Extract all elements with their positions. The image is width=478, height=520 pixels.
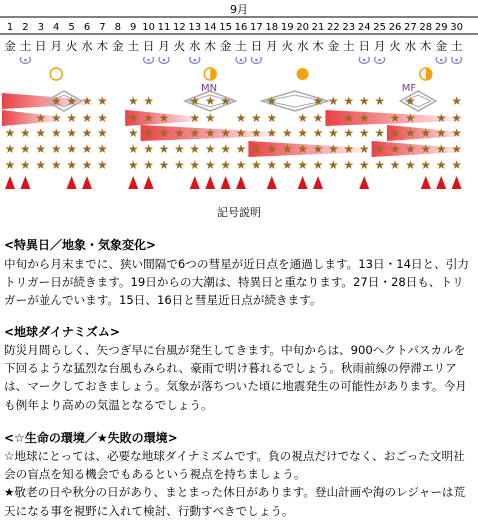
star-mark: ★ xyxy=(405,158,416,172)
day-number: 19 xyxy=(280,22,294,33)
trigger-triangle xyxy=(205,176,215,189)
star-mark: ★ xyxy=(81,142,93,156)
day-number: 16 xyxy=(234,22,248,33)
star-mark: ★ xyxy=(281,126,293,140)
star-mark: ★ xyxy=(174,158,185,172)
star-mark: ★ xyxy=(343,126,355,140)
weekday-label: 水 xyxy=(189,39,201,53)
weekday-label: 月 xyxy=(158,39,170,53)
star-mark: ★ xyxy=(235,142,247,156)
weekday-label: 木 xyxy=(312,39,324,53)
star-mark: ★ xyxy=(81,126,93,140)
star-mark: ★ xyxy=(343,142,355,156)
star-mark: ★ xyxy=(343,94,355,108)
star-mark: ★ xyxy=(328,126,339,140)
star-mark: ★ xyxy=(405,94,416,108)
weekday-label: 水 xyxy=(81,39,93,53)
section2-heading: <地球ダイナミズム> xyxy=(4,325,120,339)
month-label: 9月 xyxy=(230,3,248,16)
star-mark: ★ xyxy=(451,94,462,108)
day-number: 10 xyxy=(142,22,155,33)
weekday-label: 月 xyxy=(50,39,62,53)
weekday-label: 木 xyxy=(420,39,432,53)
star-mark: ★ xyxy=(66,111,77,125)
star-mark: ★ xyxy=(451,158,462,172)
weekday-label: 日 xyxy=(358,39,370,53)
star-mark: ★ xyxy=(220,94,231,108)
weekday-label: 木 xyxy=(204,39,216,53)
moon-phase-icon xyxy=(440,59,443,62)
star-mark: ★ xyxy=(435,111,447,125)
day-number: 17 xyxy=(250,22,263,33)
star-mark: ★ xyxy=(451,126,462,140)
star-mark: ★ xyxy=(204,158,216,172)
trigger-triangle xyxy=(144,176,154,189)
star-mark: ★ xyxy=(189,126,201,140)
section1-heading: <特異日／地象・気象変化> xyxy=(4,238,157,252)
star-mark: ★ xyxy=(81,94,93,108)
star-mark: ★ xyxy=(97,142,108,156)
weekday-label: 土 xyxy=(343,39,355,53)
star-mark: ★ xyxy=(297,142,308,156)
star-mark: ★ xyxy=(358,158,370,172)
star-mark: ★ xyxy=(358,94,370,108)
star-mark: ★ xyxy=(35,142,47,156)
star-mark: ★ xyxy=(158,158,170,172)
star-mark: ★ xyxy=(451,142,462,156)
trigger-triangle xyxy=(128,176,138,189)
weekday-label: 金 xyxy=(219,39,232,53)
star-mark: ★ xyxy=(312,94,324,108)
star-mark: ★ xyxy=(358,111,370,125)
day-number: 2 xyxy=(22,22,29,33)
section3-heading: <☆生命の環境／★失敗の環境> xyxy=(4,431,178,445)
trigger-triangle xyxy=(190,176,200,189)
star-mark: ★ xyxy=(312,158,324,172)
star-mark: ★ xyxy=(4,126,16,140)
star-mark: ★ xyxy=(35,158,47,172)
moon-phase-icon xyxy=(255,59,258,62)
weekday-label: 土 xyxy=(127,39,139,53)
streak-mark xyxy=(372,141,463,157)
star-mark: ★ xyxy=(66,94,77,108)
star-mark: ★ xyxy=(266,111,278,125)
section3-text-life: ☆地球にとっては、必要な地球ダイナミズムです。負の視点だけでなく、おごった文明社会の盲点を知る機会でもあるという視点を持ちましょう。 xyxy=(4,449,465,482)
weekday-label: 日 xyxy=(142,39,155,53)
star-mark: ★ xyxy=(389,111,401,125)
day-number: 27 xyxy=(404,22,417,33)
star-mark: ★ xyxy=(189,94,201,108)
section2-text: 防災月間らしく、矢つぎ早に台風が発生してきます。中旬からは、900ヘクトパスカルを下回るような猛烈な台風もみられ、豪雨で明け暮れるでしょう。秋雨前線の停滞エリアは、マークしておきましょう。気象が落ちついた頃に地震発生の可能性があります。今月も例年より高めの気温となるでしょう。 xyxy=(4,343,467,412)
star-mark: ★ xyxy=(266,126,278,140)
day-number: 9 xyxy=(130,22,137,33)
star-mark: ★ xyxy=(204,111,216,125)
star-mark: ★ xyxy=(143,111,154,125)
moon-phase-icon xyxy=(240,59,243,62)
day-number: 21 xyxy=(311,22,325,33)
day-number: 18 xyxy=(265,22,279,33)
trigger-triangle xyxy=(221,176,231,189)
star-mark: ★ xyxy=(220,126,231,140)
trigger-triangle xyxy=(236,176,246,189)
star-mark: ★ xyxy=(50,158,62,172)
day-number: 22 xyxy=(327,22,340,33)
full-moon-icon xyxy=(50,68,62,80)
weekday-label: 月 xyxy=(266,39,278,53)
star-mark: ★ xyxy=(204,126,216,140)
star-mark: ★ xyxy=(235,126,247,140)
trigger-triangle xyxy=(421,176,431,189)
star-mark: ★ xyxy=(297,158,308,172)
star-mark: ★ xyxy=(312,126,324,140)
star-mark: ★ xyxy=(435,158,447,172)
star-mark: ★ xyxy=(4,142,16,156)
star-mark: ★ xyxy=(251,111,262,125)
star-mark: ★ xyxy=(328,94,339,108)
star-mark: ★ xyxy=(435,142,447,156)
star-mark: ★ xyxy=(20,142,31,156)
day-number: 3 xyxy=(37,22,44,33)
star-mark: ★ xyxy=(343,158,355,172)
day-number: 29 xyxy=(434,22,448,33)
star-mark: ★ xyxy=(281,142,293,156)
star-mark: ★ xyxy=(158,142,170,156)
trigger-triangle xyxy=(67,176,77,189)
legend-title: 記号説明 xyxy=(217,206,261,219)
star-mark: ★ xyxy=(389,126,401,140)
star-mark: ★ xyxy=(81,111,93,125)
star-mark: ★ xyxy=(50,111,62,125)
weekday-label: 土 xyxy=(235,39,247,53)
day-number: 20 xyxy=(296,22,309,33)
star-mark: ★ xyxy=(189,158,201,172)
star-mark: ★ xyxy=(97,111,108,125)
trigger-triangle xyxy=(313,176,323,189)
star-mark: ★ xyxy=(220,142,231,156)
moon-phase-icon xyxy=(24,59,27,62)
star-mark: ★ xyxy=(204,142,216,156)
section3-text-failure: ★敬老の日や秋分の日があり、まとまった休日があります。登山計画や海のレジャーは荒天になる事を視野に入れて検討、行動すべきでしょう。 xyxy=(4,485,466,518)
star-mark: ★ xyxy=(4,158,16,172)
calendar-chart xyxy=(0,0,478,198)
weekday-label: 火 xyxy=(173,39,186,53)
day-number: 1 xyxy=(6,22,14,33)
star-mark: ★ xyxy=(405,142,416,156)
star-mark: ★ xyxy=(143,158,154,172)
weekday-label: 木 xyxy=(96,39,109,53)
star-mark: ★ xyxy=(343,111,355,125)
star-mark: ★ xyxy=(174,142,185,156)
day-number: 8 xyxy=(114,22,121,33)
day-number: 24 xyxy=(357,22,371,33)
star-mark: ★ xyxy=(328,158,339,172)
star-mark: ★ xyxy=(297,111,308,125)
section3-text xyxy=(4,447,474,520)
star-mark: ★ xyxy=(50,126,62,140)
star-mark: ★ xyxy=(97,126,108,140)
star-mark: ★ xyxy=(189,111,201,125)
star-mark: ★ xyxy=(235,158,247,172)
star-mark: ★ xyxy=(451,111,462,125)
weekday-label: 金 xyxy=(327,39,340,53)
star-mark: ★ xyxy=(81,158,93,172)
moon-phase-icon xyxy=(194,59,197,62)
star-mark: ★ xyxy=(374,94,385,108)
trigger-triangle xyxy=(359,176,369,189)
star-mark: ★ xyxy=(127,158,139,172)
star-mark: ★ xyxy=(235,111,247,125)
mn-label: MN xyxy=(200,83,218,94)
day-number: 23 xyxy=(342,22,356,33)
star-mark: ★ xyxy=(127,111,139,125)
mf-label: MF xyxy=(401,83,417,94)
star-mark: ★ xyxy=(158,111,170,125)
star-mark: ★ xyxy=(66,142,77,156)
star-mark: ★ xyxy=(127,94,139,108)
star-mark: ★ xyxy=(20,126,31,140)
weekday-row xyxy=(4,39,463,53)
weekday-label: 土 xyxy=(450,39,463,53)
star-mark: ★ xyxy=(66,126,77,140)
star-mark: ★ xyxy=(358,126,370,140)
star-mark: ★ xyxy=(158,126,170,140)
weekday-label: 日 xyxy=(35,39,47,53)
weekday-label: 日 xyxy=(250,39,263,53)
moon-phase-icon xyxy=(163,59,166,62)
trigger-triangle xyxy=(82,176,92,189)
weekday-label: 金 xyxy=(4,39,16,53)
day-number: 26 xyxy=(388,22,402,33)
day-number: 28 xyxy=(419,22,433,33)
star-mark: ★ xyxy=(50,94,62,108)
moon-phase-icon xyxy=(363,59,366,62)
star-mark: ★ xyxy=(50,142,62,156)
star-mark: ★ xyxy=(97,94,108,108)
day-number: 12 xyxy=(173,22,186,33)
star-mark: ★ xyxy=(127,126,139,140)
star-mark: ★ xyxy=(143,94,154,108)
star-mark: ★ xyxy=(374,126,385,140)
day-number-row xyxy=(7,22,463,33)
star-mark: ★ xyxy=(312,142,324,156)
star-mark: ★ xyxy=(266,142,278,156)
trigger-triangle xyxy=(452,176,462,189)
day-number: 7 xyxy=(99,22,106,33)
day-number: 14 xyxy=(203,22,217,33)
star-mark: ★ xyxy=(358,142,370,156)
weekday-label: 金 xyxy=(112,39,124,53)
star-mark: ★ xyxy=(389,142,401,156)
star-mark: ★ xyxy=(220,158,231,172)
star-mark: ★ xyxy=(266,158,278,172)
day-number: 13 xyxy=(188,22,202,33)
weekday-label: 火 xyxy=(65,39,78,53)
day-number: 5 xyxy=(68,22,75,33)
section1-text: 中旬から月末までに、狭い間隔で6つの彗星が近日点を通過します。13日・14日と、引力トリガー日が続きます。19日からの大潮は、特異日と重なります。27日・28日も、トリガーが並んでいます。15日、16日と彗星近日点が続きます。 xyxy=(4,257,469,308)
weekday-label: 水 xyxy=(296,39,309,53)
star-mark: ★ xyxy=(405,111,416,125)
trigger-triangle xyxy=(267,176,277,189)
weekday-label: 水 xyxy=(404,39,417,53)
day-number: 30 xyxy=(450,22,463,33)
new-moon-icon xyxy=(297,68,309,80)
trigger-triangle xyxy=(20,176,30,189)
star-mark: ★ xyxy=(127,142,139,156)
moon-marker-layer xyxy=(20,57,461,80)
day-number: 4 xyxy=(53,22,60,33)
day-number: 15 xyxy=(219,22,232,33)
star-mark: ★ xyxy=(374,158,385,172)
star-mark: ★ xyxy=(312,111,324,125)
moon-phase-icon xyxy=(147,59,150,62)
weekday-label: 土 xyxy=(19,39,32,53)
star-mark: ★ xyxy=(35,126,47,140)
star-mark: ★ xyxy=(389,158,401,172)
day-number: 25 xyxy=(373,22,386,33)
weekday-label: 月 xyxy=(373,39,386,53)
day-number: 11 xyxy=(157,22,171,33)
star-mark: ★ xyxy=(266,94,278,108)
star-mark: ★ xyxy=(435,126,447,140)
star-mark: ★ xyxy=(97,158,108,172)
star-mark: ★ xyxy=(189,142,201,156)
star-mark: ★ xyxy=(20,158,31,172)
trigger-triangle-row xyxy=(5,176,462,189)
star-mark: ★ xyxy=(143,142,154,156)
moon-phase-icon xyxy=(378,59,381,62)
trigger-triangle xyxy=(5,176,15,189)
star-mark: ★ xyxy=(420,126,432,140)
star-mark: ★ xyxy=(251,126,262,140)
star-mark: ★ xyxy=(251,158,262,172)
trigger-triangle xyxy=(436,176,446,189)
star-mark: ★ xyxy=(281,158,293,172)
star-mark: ★ xyxy=(143,126,154,140)
star-mark: ★ xyxy=(374,142,385,156)
star-mark: ★ xyxy=(420,158,432,172)
star-mark: ★ xyxy=(328,142,339,156)
trigger-triangle xyxy=(298,176,308,189)
weekday-label: 火 xyxy=(281,39,293,53)
star-mark: ★ xyxy=(251,142,262,156)
moon-phase-icon xyxy=(455,59,458,62)
star-mark: ★ xyxy=(420,142,432,156)
star-mark: ★ xyxy=(204,94,216,108)
star-mark: ★ xyxy=(405,126,416,140)
star-mark: ★ xyxy=(66,158,77,172)
star-mark: ★ xyxy=(297,126,308,140)
weekday-label: 火 xyxy=(389,39,401,53)
day-number: 6 xyxy=(83,22,91,33)
star-mark: ★ xyxy=(174,126,185,140)
weekday-label: 金 xyxy=(435,39,447,53)
star-mark: ★ xyxy=(35,111,47,125)
